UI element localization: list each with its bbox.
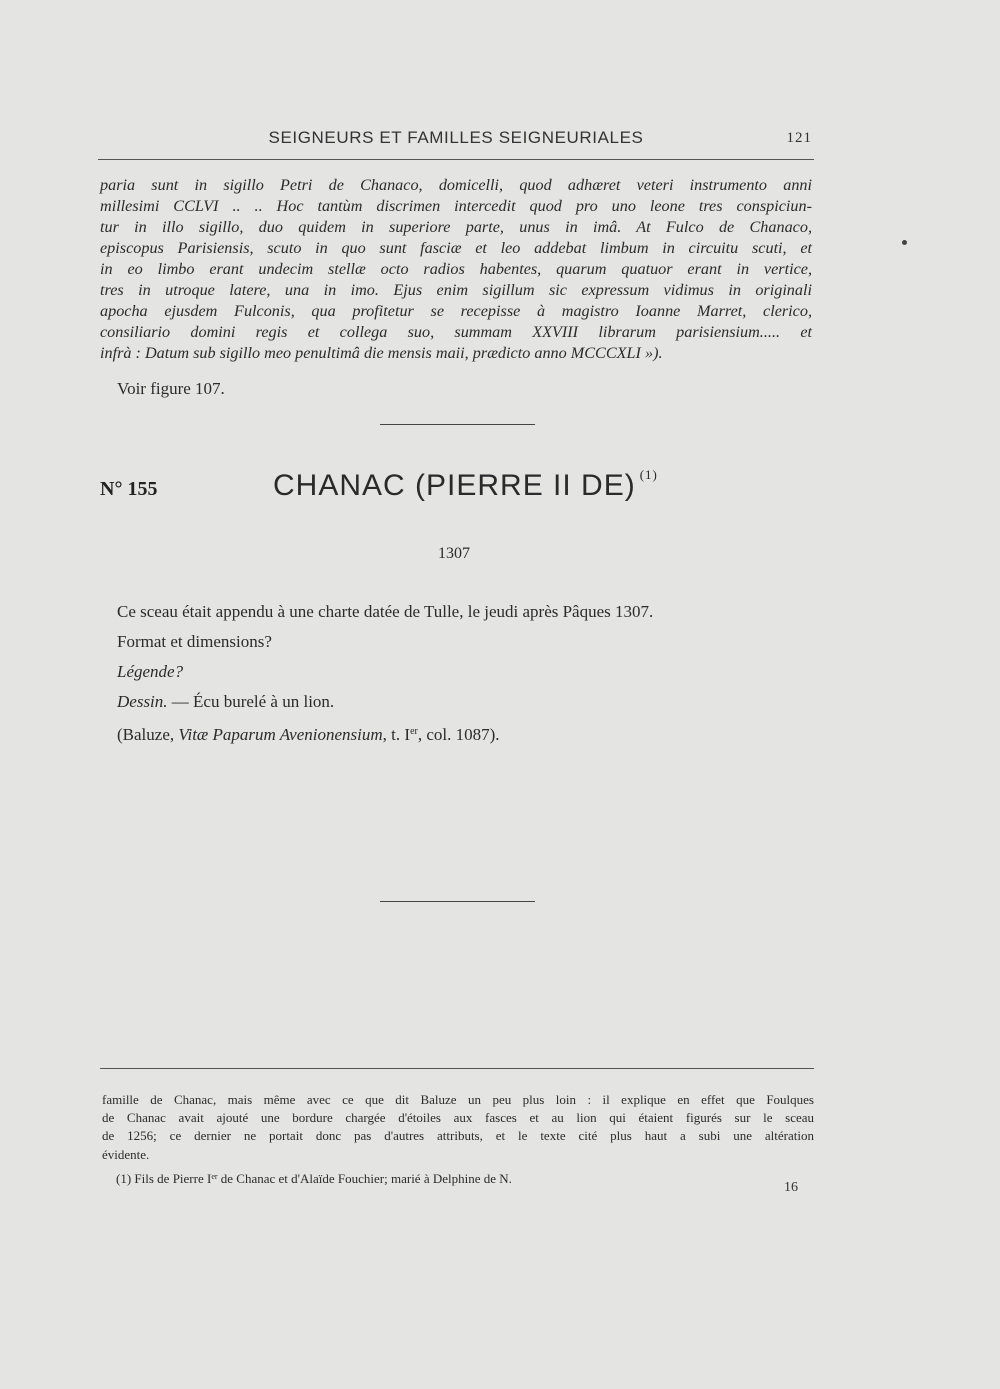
latin-line: tur in illo sigillo, duo quidem in superiore parte, unus in imâ. At Fulco de Chanaco, [100,218,812,236]
latin-line: consiliario domini regis et collega suo, summam XXVIII librarum parisiensium..... et [100,323,812,341]
source-part: , col. 1087). [417,725,500,744]
entry-number: N° 155 [100,478,158,500]
latin-line: infrà : Datum sub sigillo meo penultimâ die mensis maii, prædicto anno MCCCXLI »). [100,344,663,362]
page-number: 121 [786,130,812,146]
source-work-title: Vitæ Paparum Avenionensium [178,725,383,744]
footnote-1-superscript: er [211,1171,218,1181]
footnote-ref: (1) [639,467,658,482]
source-part: , t. I [382,725,411,744]
latin-quotation [100,175,812,364]
running-header [100,128,812,148]
signature-mark: 16 [784,1180,798,1195]
source-part: (Baluze, [117,725,179,744]
legende-label: Légende? [117,662,184,681]
header-rule [98,159,814,160]
footnote-1-part: de Chanac et d'Alaïde Fouchier; marié à Delphine de N. [217,1170,512,1186]
footnote-line: de Chanac avait ajouté une bordure chargée d'étoiles aux fasces et au lion qui étaient figurés sur le sceau [102,1110,814,1126]
figure-reference: Voir figure 107. [117,379,225,398]
entry-line-charter: Ce sceau était appendu à une charte datée de Tulle, le jeudi après Pâques 1307. [117,602,654,621]
latin-line: paria sunt in sigillo Petri de Chanaco, domicelli, quod adhæret veteri instrumento anni [100,176,812,194]
running-title: SEIGNEURS ET FAMILLES SEIGNEURIALES [268,128,644,147]
entry-title [273,467,658,503]
dessin-label: Dessin. [117,692,168,711]
ink-speck [902,240,907,245]
footnote-rule [100,1068,814,1069]
latin-line: millesimi CCLVI .. .. Hoc tantùm discrimen intercedit quod pro uno leone tres conspiciun- [100,197,812,215]
section-separator [380,901,535,902]
entry-line-source [117,717,817,747]
entry-title-text: CHANAC (PIERRE II DE) [273,469,636,502]
footnotes [102,1091,814,1188]
entry-line-legende [117,657,817,687]
section-separator [380,424,535,425]
footnote-line: famille de Chanac, mais même avec ce que dit Baluze un peu plus loin : il explique en effet que Foulques [102,1092,814,1107]
footnote-line: évidente. [102,1146,150,1162]
latin-line: apocha ejusdem Fulconis, qua profitetur se recepisse à magistro Ioanne Marret, clerico, [100,302,812,320]
latin-line: in eo limbo erant undecim stellæ octo radios habentes, quarum quatuor erant in vertice, [100,260,812,278]
entry-body [117,597,817,747]
dessin-text: — Écu burelé à un lion. [167,692,335,711]
footnote-1 [116,1168,814,1188]
entry-line-dessin [117,687,817,717]
entry-line-format: Format et dimensions? [117,632,272,651]
footnote-1-part: (1) Fils de Pierre I [116,1170,212,1186]
latin-line: tres in utroque latere, una in imo. Ejus enim sigillum sic expressum vidimus in originali [100,281,812,299]
source-superscript: er [410,726,418,737]
entry-year: 1307 [438,545,470,562]
latin-line: episcopus Parisiensis, scuto in quo sunt fasciæ et leo addebat limbum in circuitu scuti, et [100,239,812,257]
footnote-line: de 1256; ce dernier ne portait donc pas d'autres attributs, et le texte cité plus haut a subi une altération [102,1128,814,1144]
